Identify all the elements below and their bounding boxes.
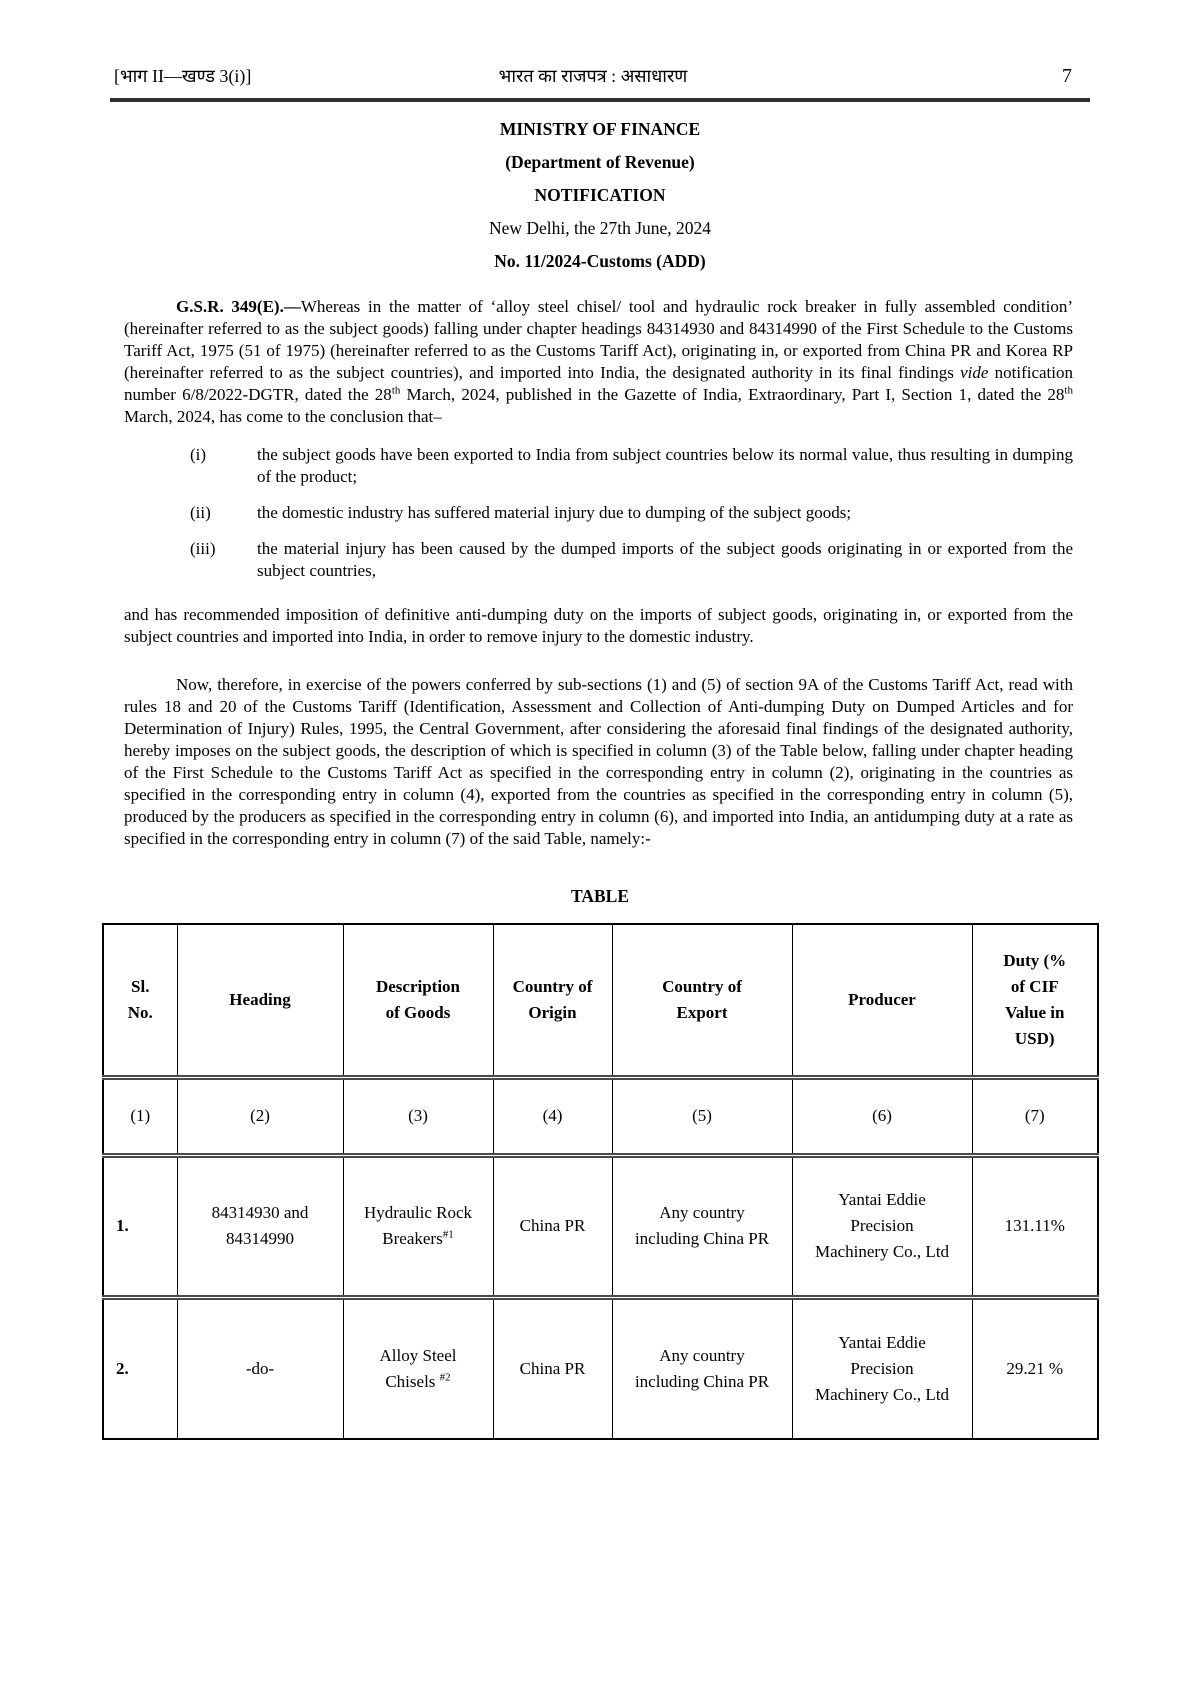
table-row-1 xyxy=(103,1155,1098,1297)
row1-country-export: Any country including China PR xyxy=(612,1155,792,1297)
finding-marker-2: (ii) xyxy=(190,503,211,522)
col-header-country-export: Country of Export xyxy=(612,924,792,1077)
gsr-text-1: Whereas in the matter of ‘alloy steel chisel/ tool and hydraulic rock breaker in fully assembled condition’ (hereinafter referred to as the subject goods) falling under chapter headings 84314930 and 84314990 of the First Schedule to the Customs Tariff Act, 1975 (51 of 1975) (hereinafter referred to as the Customs Tariff Act), originating in, or exported from China PR and Korea RP (hereinafter referred to as the subject countries), and imported into India, the designated authority in its final findings xyxy=(124,297,1073,382)
col-number-5: (5) xyxy=(612,1077,792,1155)
anti-dumping-duty-table xyxy=(102,923,1099,1440)
col-header-sl-no: Sl. No. xyxy=(103,924,177,1077)
table-row-2 xyxy=(103,1297,1098,1439)
header-rule xyxy=(110,98,1090,102)
finding-text-2: the domestic industry has suffered material injury due to dumping of the subject goods; xyxy=(257,503,852,522)
gsr-text-3: March, 2024, published in the Gazette of India, Extraordinary, Part I, Section 1, dated the 28 xyxy=(400,385,1065,404)
gsr-text-2: notification number 6/8/2022-DGTR, dated the 28 xyxy=(124,363,1073,404)
row2-description-footnote-ref: #2 xyxy=(439,1371,451,1384)
row2-country-export: Any country including China PR xyxy=(612,1297,792,1439)
col-number-7: (7) xyxy=(972,1077,1098,1155)
col-header-duty: Duty (% of CIF Value in USD) xyxy=(972,924,1098,1077)
col-number-6: (6) xyxy=(792,1077,972,1155)
col-number-4: (4) xyxy=(493,1077,612,1155)
col-header-country-origin: Country of Origin xyxy=(493,924,612,1077)
recommendation-paragraph: and has recommended imposition of definitive anti-dumping duty on the imports of subject goods, originating in, or exported from the subject countries and imported into India, in order to remove injury to the domestic industry. xyxy=(124,605,1073,646)
finding-text-1: the subject goods have been exported to India from subject countries below its normal value, thus resulting in dumping of the product; xyxy=(257,445,1073,486)
header-gazette-title: भारत का राजपत्र : असाधारण xyxy=(498,66,688,86)
col-header-producer: Producer xyxy=(792,924,972,1077)
gsr-number: G.S.R. 349(E).— xyxy=(176,297,301,316)
row2-sl-no: 2. xyxy=(103,1297,177,1439)
row2-country-origin: China PR xyxy=(493,1297,612,1439)
row2-producer: Yantai Eddie Precision Machinery Co., Ltd xyxy=(792,1297,972,1439)
gsr-paragraph xyxy=(124,296,1073,428)
finding-marker-1: (i) xyxy=(190,445,207,464)
doc-type-title: NOTIFICATION xyxy=(534,185,666,205)
row1-description-footnote-ref: #1 xyxy=(442,1228,454,1241)
operative-paragraph: Now, therefore, in exercise of the powers conferred by sub-sections (1) and (5) of section 9A of the Customs Tariff Act, read with rules 18 and 20 of the Customs Tariff (Identification, Assessment and Collection of Anti-dumping Duty on Dumped Articles and for Determination of Injury) Rules, 1995, the Central Government, after considering the aforesaid final findings of the designated authority, hereby imposes on the subject goods, the description of which is specified in column (3) of the Table below, falling under chapter heading of the First Schedule to the Customs Tariff Act as specified in the corresponding entry in column (2), originating in the countries as specified in the corresponding entry in column (4), exported from the countries as specified in the corresponding entry in column (5), produced by the producers as specified in the corresponding entry in column (6), and imported into India, an antidumping duty at a rate as specified in the corresponding entry in column (7) of the said Table, namely:- xyxy=(124,675,1073,848)
gsr-text-4: March, 2024, has come to the conclusion that– xyxy=(124,407,442,426)
row2-description xyxy=(343,1297,493,1439)
header-section-ref: [भाग II—खण्ड 3(i)] xyxy=(114,66,252,86)
table-column-number-row xyxy=(103,1077,1098,1155)
row2-description-text: Alloy Steel Chisels xyxy=(379,1345,457,1391)
col-header-description: Description of Goods xyxy=(343,924,493,1077)
row1-sl-no: 1. xyxy=(103,1155,177,1297)
row2-duty: 29.21 % xyxy=(972,1297,1098,1439)
dateline: New Delhi, the 27th June, 2024 xyxy=(488,218,712,238)
finding-item-2 xyxy=(124,502,1073,524)
notification-number: No. 11/2024-Customs (ADD) xyxy=(494,251,706,271)
row1-duty: 131.11% xyxy=(972,1155,1098,1297)
table-header-row xyxy=(103,924,1098,1077)
row1-description xyxy=(343,1155,493,1297)
finding-marker-3: (iii) xyxy=(190,539,216,558)
row1-heading: 84314930 and 84314990 xyxy=(177,1155,343,1297)
gsr-vide: vide xyxy=(960,363,989,382)
title-block xyxy=(110,120,1090,271)
ministry-title: MINISTRY OF FINANCE xyxy=(499,119,701,139)
col-header-heading: Heading xyxy=(177,924,343,1077)
finding-item-1 xyxy=(124,444,1073,488)
col-number-3: (3) xyxy=(343,1077,493,1155)
row1-producer: Yantai Eddie Precision Machinery Co., Ltd xyxy=(792,1155,972,1297)
row2-heading: -do- xyxy=(177,1297,343,1439)
header-page-number: 7 xyxy=(1062,65,1072,87)
gsr-sup-1: th xyxy=(391,384,401,397)
page-header xyxy=(110,64,1090,88)
table-title: TABLE xyxy=(570,886,630,906)
findings-list xyxy=(110,444,1090,582)
finding-item-3 xyxy=(124,538,1073,582)
row1-description-text: Hydraulic Rock Breakers xyxy=(363,1203,473,1248)
row1-country-origin: China PR xyxy=(493,1155,612,1297)
col-number-2: (2) xyxy=(177,1077,343,1155)
col-number-1: (1) xyxy=(103,1077,177,1155)
finding-text-3: the material injury has been caused by the dumped imports of the subject goods originating in or exported from the subject countries, xyxy=(257,539,1073,580)
gsr-sup-2: th xyxy=(1064,384,1073,397)
department-title: (Department of Revenue) xyxy=(505,152,695,172)
